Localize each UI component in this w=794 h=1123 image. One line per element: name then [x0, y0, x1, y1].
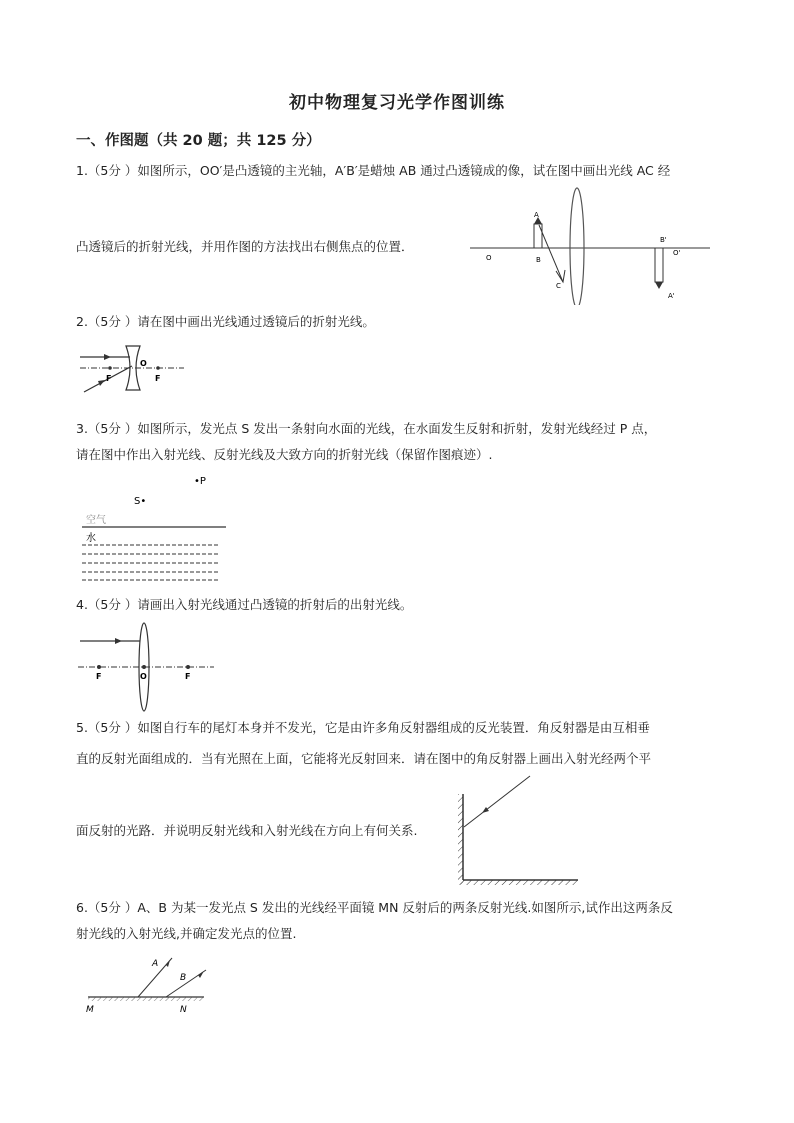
q6-line1: 6.（5分 ）A、B 为某一发光点 S 发出的光线经平面镜 MN 反射后的两条反射光线.如图所示,试作出这两条反	[76, 900, 673, 915]
q3-line1: 3.（5分 ）如图所示，发光点 S 发出一条射向水面的光线，在水面发生反射和折射，发射光线经过 P 点，	[76, 421, 657, 436]
label-water: 水	[86, 533, 96, 544]
q3-figure	[78, 472, 230, 584]
q6-line2: 射光线的入射光线,并确定发光点的位置.	[76, 926, 297, 941]
label-o: O	[140, 359, 147, 368]
label-b: B	[180, 973, 187, 983]
q4-line1: 4.（5分 ）请画出入射光线通过凸透镜的折射后的出射光线。	[76, 597, 413, 612]
q5-line1: 5.（5分 ）如图自行车的尾灯本身并不发光，它是由许多角反射器组成的反光装置．角反射器是由互相垂	[76, 720, 650, 735]
label-c: C	[556, 282, 561, 290]
label-o: O	[140, 672, 147, 681]
q5-line2: 直的反射光面组成的．当有光照在上面，它能将光反射回来．请在图中的角反射器上画出入射光经两个平	[76, 751, 652, 766]
label-f-left: F	[96, 672, 102, 681]
label-m: M	[86, 1005, 94, 1015]
point-p: •P	[194, 476, 206, 487]
q2-figure	[78, 344, 188, 402]
label-o: O	[486, 254, 492, 262]
convex-lens	[570, 188, 584, 305]
label-a: A	[152, 959, 159, 969]
q5-figure	[454, 770, 584, 890]
ray-ac	[539, 225, 563, 282]
image-ab	[655, 248, 663, 282]
label-b-prime: B'	[660, 236, 667, 244]
q5-line3: 面反射的光路．并说明反射光线和入射光线在方向上有何关系.	[76, 823, 418, 838]
q1-figure	[470, 185, 710, 305]
label-air: 空气	[86, 515, 106, 526]
label-f-right: F	[155, 374, 161, 383]
q1-line1: 1.（5分 ）如图所示，OO′是凸透镜的主光轴，A′B′是蜡烛 AB 通过凸透镜成的像，试在图中画出光线 AC 经	[76, 163, 671, 178]
label-f-left: F	[106, 374, 112, 383]
point-s: S•	[134, 496, 147, 507]
section-heading: 一、作图题（共 20 题；共 125 分）	[76, 133, 321, 149]
incident-ray	[464, 776, 530, 827]
q6-figure	[84, 952, 234, 1016]
q3-line2: 请在图中作出入射光线、反射光线及大致方向的折射光线（保留作图痕迹）.	[76, 447, 493, 462]
q1-line2: 凸透镜后的折射光线，并用作图的方法找出右侧焦点的位置．	[76, 239, 414, 254]
q2-line1: 2.（5分 ）请在图中画出光线通过透镜后的折射光线。	[76, 314, 375, 329]
label-o-prime: O'	[673, 249, 681, 257]
label-b: B	[536, 256, 541, 264]
label-f-right: F	[185, 672, 191, 681]
label-a-prime: A'	[668, 292, 675, 300]
q4-figure	[78, 621, 216, 717]
candle-ab	[534, 224, 542, 248]
label-n: N	[180, 1005, 187, 1015]
page-title: 初中物理复习光学作图训练	[289, 93, 505, 113]
label-a: A	[534, 211, 539, 219]
